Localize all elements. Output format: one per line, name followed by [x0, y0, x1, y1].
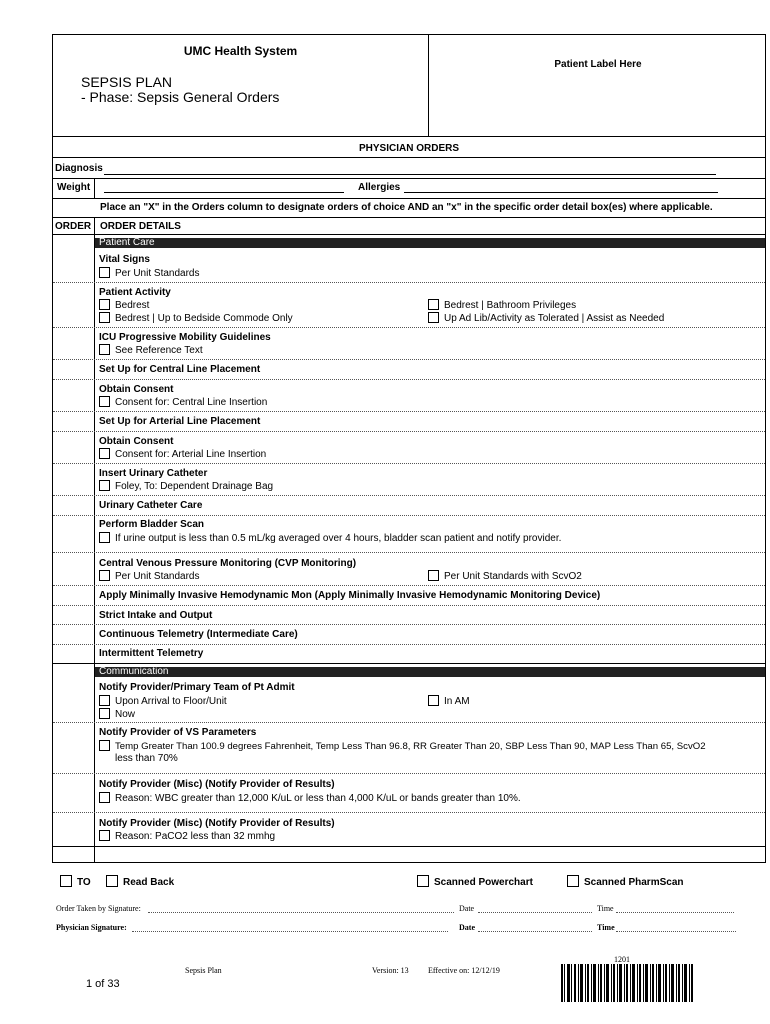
order-obtain-consent-arterial: Obtain Consent [99, 436, 174, 447]
patient-label-area: Patient Label Here [554, 59, 642, 70]
checkbox[interactable] [99, 396, 110, 407]
diagnosis-field[interactable] [104, 174, 716, 175]
row-divider [53, 379, 765, 380]
document-name: Sepsis Plan [185, 966, 222, 975]
order-bladder-scan: Perform Bladder Scan [99, 519, 205, 530]
option-bedrest[interactable]: Bedrest [99, 299, 149, 312]
option-vs-parameters[interactable]: Temp Greater Than 100.9 degrees Fahrenheit, Temp Less Than 96.8, RR Greater Than 20, SBP Less Than 90, MAP Less Than 65, ScvO2 [99, 740, 706, 753]
date-field[interactable] [478, 912, 592, 913]
order-obtain-consent-central: Obtain Consent [99, 384, 174, 395]
checkbox[interactable] [99, 792, 110, 803]
option-cvp-per-unit[interactable]: Per Unit Standards [99, 570, 200, 583]
row-divider [53, 644, 765, 645]
checkbox[interactable] [428, 570, 439, 581]
row-divider [53, 624, 765, 625]
order-details-column-header: ORDER DETAILS [100, 221, 181, 232]
document-version: Version: 13 [372, 966, 409, 975]
plan-title-block [81, 75, 279, 105]
header-box [52, 34, 766, 137]
order-taken-signature-field[interactable] [148, 912, 454, 913]
allergies-label: Allergies [358, 182, 401, 193]
time-label-2: Time [597, 923, 615, 932]
row-divider [53, 359, 765, 360]
checkbox[interactable] [99, 570, 110, 581]
order-vital-signs: Vital Signs [99, 254, 150, 265]
plan-title: SEPSIS PLAN [81, 74, 173, 90]
checkbox[interactable] [99, 695, 110, 706]
effective-date: Effective on: 12/12/19 [428, 966, 500, 975]
rule [52, 234, 766, 235]
option-cvp-scvo2[interactable]: Per Unit Standards with ScvO2 [428, 570, 582, 583]
order-central-line-setup: Set Up for Central Line Placement [99, 364, 261, 375]
order-notify-misc-paco2: Notify Provider (Misc) (Notify Provider of Results) [99, 818, 335, 829]
checkbox[interactable] [99, 740, 110, 751]
plan-phase: - Phase: Sepsis General Orders [81, 89, 280, 105]
option-foley[interactable]: Foley, To: Dependent Drainage Bag [99, 480, 273, 493]
order-min-invasive-monitoring: Apply Minimally Invasive Hemodynamic Mon (Apply Minimally Invasive Hemodynamic Monitoring Device) [99, 590, 601, 601]
rule [52, 198, 766, 199]
order-urinary-catheter: Insert Urinary Catheter [99, 468, 208, 479]
time-label: Time [597, 904, 614, 913]
row-divider [53, 463, 765, 464]
to-option[interactable]: TO [60, 875, 91, 888]
checkbox[interactable] [99, 299, 110, 310]
order-catheter-care: Urinary Catheter Care [99, 500, 203, 511]
option-per-unit-standards[interactable]: Per Unit Standards [99, 267, 200, 280]
order-column-separator [94, 217, 95, 863]
rule [52, 157, 766, 158]
checkbox[interactable] [99, 532, 110, 543]
order-intake-output: Strict Intake and Output [99, 610, 213, 621]
option-upon-arrival[interactable]: Upon Arrival to Floor/Unit [99, 695, 227, 708]
order-notify-misc-wbc: Notify Provider (Misc) (Notify Provider of Results) [99, 779, 335, 790]
row-divider [53, 773, 765, 774]
checkbox[interactable] [99, 448, 110, 459]
vs-parameters-continued: less than 70% [115, 753, 178, 764]
checkbox[interactable] [99, 267, 110, 278]
option-consent-central[interactable]: Consent for: Central Line Insertion [99, 396, 267, 409]
barcode-number: 1201 [614, 955, 630, 964]
row-divider [53, 722, 765, 723]
allergies-field[interactable] [404, 192, 718, 193]
checkbox[interactable] [106, 875, 118, 887]
physician-signature-label: Physician Signature: [56, 923, 127, 932]
section-patient-care: Patient Care [95, 238, 765, 248]
checkbox[interactable] [99, 312, 110, 323]
row-divider [53, 605, 765, 606]
date-label-2: Date [459, 923, 475, 932]
read-back-option[interactable]: Read Back [106, 875, 174, 888]
checkbox[interactable] [417, 875, 429, 887]
row-divider [53, 585, 765, 586]
checkbox[interactable] [428, 695, 439, 706]
rule [52, 663, 766, 664]
rule [52, 178, 766, 179]
checkbox[interactable] [99, 708, 110, 719]
row-divider [53, 495, 765, 496]
order-continuous-telemetry: Continuous Telemetry (Intermediate Care) [99, 629, 298, 640]
date-label: Date [459, 904, 475, 913]
order-icu-mobility: ICU Progressive Mobility Guidelines [99, 332, 271, 343]
time-field[interactable] [616, 912, 734, 913]
row-divider [53, 552, 765, 553]
weight-label: Weight [57, 182, 91, 193]
instructions: Place an "X" in the Orders column to designate orders of choice AND an "x" in the specific order detail box(es) where applicable. [100, 202, 713, 213]
option-bedrest-commode[interactable]: Bedrest | Up to Bedside Commode Only [99, 312, 293, 325]
scanned-powerchart-option[interactable]: Scanned Powerchart [417, 875, 533, 888]
rule [94, 178, 95, 198]
option-bedrest-bathroom[interactable]: Bedrest | Bathroom Privileges [428, 299, 576, 312]
order-column-header: ORDER [55, 221, 92, 232]
checkbox[interactable] [99, 480, 110, 491]
checkbox[interactable] [428, 312, 439, 323]
diagnosis-label: Diagnosis [55, 163, 103, 174]
option-bladder-scan-detail[interactable]: If urine output is less than 0.5 mL/kg averaged over 4 hours, bladder scan patient and notify provider. [99, 532, 561, 545]
row-divider [53, 812, 765, 813]
order-taken-label: Order Taken by Signature: [56, 904, 141, 913]
section-communication: Communication [95, 667, 765, 677]
checkbox[interactable] [99, 830, 110, 841]
order-cvp-monitoring: Central Venous Pressure Monitoring (CVP Monitoring) [99, 558, 357, 569]
row-divider [53, 515, 765, 516]
checkbox[interactable] [428, 299, 439, 310]
checkbox[interactable] [60, 875, 72, 887]
option-up-ad-lib[interactable]: Up Ad Lib/Activity as Tolerated | Assist as Needed [428, 312, 664, 325]
option-now[interactable]: Now [99, 708, 135, 721]
time-field-2[interactable] [616, 931, 736, 932]
option-paco2-reason[interactable]: Reason: PaCO2 less than 32 mmhg [99, 830, 275, 843]
physician-orders-heading: PHYSICIAN ORDERS [358, 143, 459, 154]
checkbox[interactable] [99, 344, 110, 355]
order-notify-admit: Notify Provider/Primary Team of Pt Admit [99, 682, 295, 693]
order-arterial-line-setup: Set Up for Arterial Line Placement [99, 416, 261, 427]
option-see-reference[interactable]: See Reference Text [99, 344, 203, 357]
row-divider [53, 327, 765, 328]
row-divider [53, 431, 765, 432]
order-notify-vs: Notify Provider of VS Parameters [99, 727, 257, 738]
page-number: 1 of 33 [86, 978, 120, 990]
weight-field[interactable] [104, 192, 344, 193]
health-system-name: UMC Health System [183, 44, 298, 58]
rule [52, 846, 766, 847]
option-consent-arterial[interactable]: Consent for: Arterial Line Insertion [99, 448, 266, 461]
checkbox[interactable] [567, 875, 579, 887]
order-intermittent-telemetry: Intermittent Telemetry [99, 648, 204, 659]
row-divider [53, 411, 765, 412]
option-wbc-reason[interactable]: Reason: WBC greater than 12,000 K/uL or less than 4,000 K/uL or bands greater than 10%. [99, 792, 521, 805]
physician-signature-field[interactable] [132, 931, 448, 932]
date-field-2[interactable] [478, 931, 592, 932]
order-patient-activity: Patient Activity [99, 287, 171, 298]
header-divider [428, 35, 429, 137]
barcode-icon [561, 964, 693, 1002]
option-in-am[interactable]: In AM [428, 695, 470, 708]
row-divider [53, 282, 765, 283]
rule [52, 217, 766, 218]
scanned-pharmscan-option[interactable]: Scanned PharmScan [567, 875, 683, 888]
